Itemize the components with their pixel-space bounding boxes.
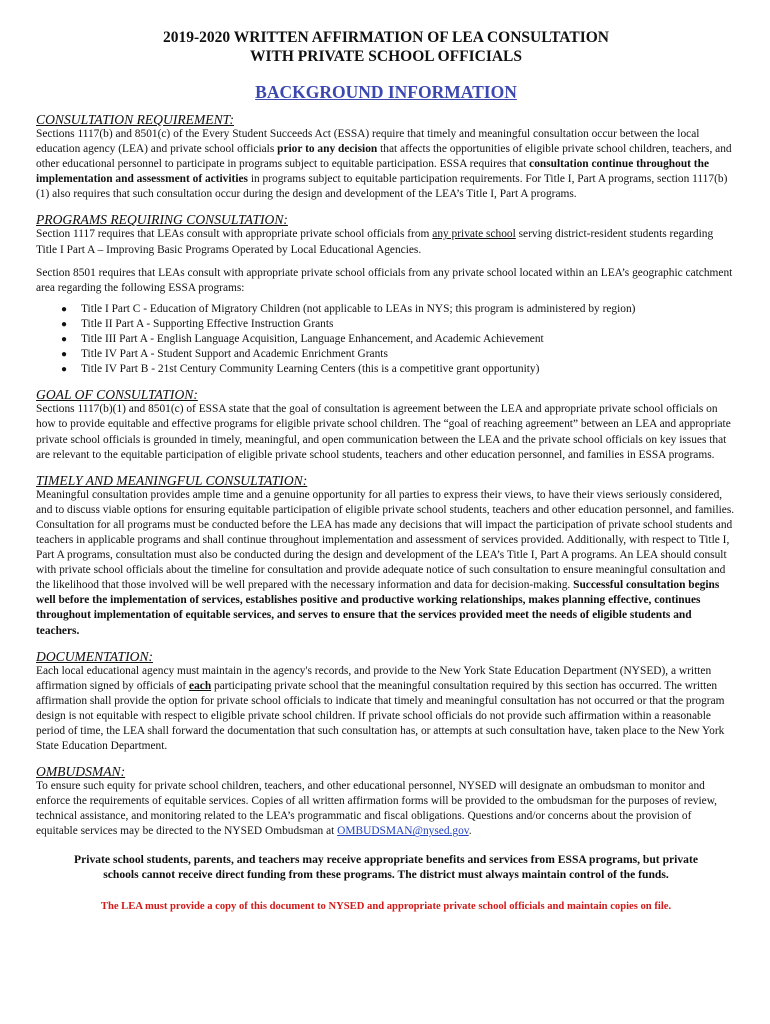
closing-line-1: Private school students, parents, and teachers may receive appropriate benefits and services from ESSA programs, but private [74,852,698,866]
bullet-icon: ● [61,303,68,315]
list-item: ● Title I Part C - Education of Migratory Children (not applicable to LEAs in NYS; this program is administered by region) [81,302,736,317]
documentation-heading: DOCUMENTATION: [36,648,154,664]
consultation-requirement-heading: CONSULTATION REQUIREMENT: [36,112,234,127]
closing-line-2: schools cannot receive direct funding from these programs. The district must always maintain control of the funds. [103,867,669,881]
goal-heading: GOAL OF CONSULTATION: [36,387,198,403]
ombudsman-text: To ensure such equity for private school children, teachers, and other educational personnel, NYSED will designate an ombudsman to monitor and enforce the requirements of equitable services. Copies of all written affirmation forms will be provided to the ombudsman for the purposes of review, technical assistance, and monitoring related to the LEA’s programmatic and fiscal obligations. Questions and/or concerns about the provision of equitable services may be directed to the NYSED Ombudsman at OMBUDSMAN@nysed.gov. [36,780,718,838]
list-item: ● Title IV Part B - 21st Century Community Learning Centers (this is a competitive grant opportunity) [81,362,736,377]
programs-paragraph-1: Section 1117 requires that LEAs consult with appropriate private school officials from any private school serving district-resident students regarding Title I Part A – Improving Basic Programs Operated by Local Educational Agencies. [36,228,714,256]
title-line-1: 2019-2020 WRITTEN AFFIRMATION OF LEA CONSULTATION [163,29,609,46]
title-line-2: WITH PRIVATE SCHOOL OFFICIALS [249,48,523,65]
ombudsman-email-link[interactable]: OMBUDSMAN@nysed.gov [337,825,469,838]
programs-heading: PROGRAMS REQUIRING CONSULTATION: [36,212,288,228]
closing-statement [36,852,736,882]
list-item: ● Title III Part A - English Language Acquisition, Language Enhancement, and Academic Achievement [81,332,736,347]
bullet-icon: ● [61,349,68,361]
list-item: ● Title II Part A - Supporting Effective Instruction Grants [81,317,736,332]
bullet-icon: ● [61,334,68,346]
programs-list [36,302,736,377]
timely-heading: TIMELY AND MEANINGFUL CONSULTATION: [36,472,308,488]
document-title [36,28,736,66]
bullet-icon: ● [61,364,68,376]
list-item: ● Title IV Part A - Student Support and Academic Enrichment Grants [81,347,736,362]
programs-paragraph-2: Section 8501 requires that LEAs consult with appropriate private school officials from any private school located within an LEA’s geographic catchment area regarding the following ESSA programs: [36,266,733,294]
document-page [36,28,736,912]
timely-text: Meaningful consultation provides ample time and a genuine opportunity for all parties to express their views, to have their views seriously considered, and to discuss viable options for ensuring equitable participation of eligible private school students, teachers and other education personnel, and families. Consultation for all programs must be conducted before the LEA has made any decisions that will impact the participation of private school students and teachers in applicable programs and shall continue throughout implementation and assessment of services provided. Additionally, with respect to Title I, Part A programs, consultation must also be conducted during the design and development of the LEA’s Title I, Part A programs. An LEA should consult with private school officials about the timeline for consultation and provide adequate notice of such consultation to ensure meaningful consultation and the likelihood that those involved will be well prepared with the necessary information and data for decision-making. Successful consultation begins well before the implementation of services, establishes positive and productive working relationships, makes planning effective, continues throughout implementation of equitable services, and serves to ensure that the services provided meet the needs of eligible students and teachers. [36,488,735,637]
consultation-requirement-text: Sections 1117(b) and 8501(c) of the Every Student Succeeds Act (ESSA) require that timely and meaningful consultation occur between the local education agency (LEA) and private school officials prior to any decision that affects the opportunities of eligible private school children, teachers, and other educational personnel to participate in programs subject to equitable participation. ESSA requires that consultation continue throughout the implementation and assessment of activities in programs subject to equitable participation requirements. For Title I, Part A programs, section 1117(b)(1) also requires that such consultation occur during the design and development of the LEA’s Title I, Part A programs. [36,128,732,201]
goal-text: Sections 1117(b)(1) and 8501(c) of ESSA state that the goal of consultation is agreement between the LEA and appropriate private school officials on how to provide equitable and effective programs for eligible private school children. The “goal of reaching agreement” between an LEA and appropriate private school officials is grounded in timely, meaningful, and open communication between the LEA and the private school officials on key issues that are relevant to the equitable participation of eligible private school students, teachers and other education personnel, and families in ESSA programs. [36,403,731,461]
documentation-text: Each local educational agency must maintain in the agency's records, and provide to the New York State Education Department (NYSED), a written affirmation signed by officials of each participating private school that the meaningful consultation required by this section has occurred. The written affirmation shall provide the option for private school officials to indicate that timely and meaningful consultation has not occurred or that the program design is not equitable with respect to eligible private school children. If private school officials do not provide such affirmation within a reasonable period of time, the LEA shall forward the documentation that such consultation has, or attempts at such consultation have, taken place to the New York State Education Department. [36,664,725,753]
footer-note: The LEA must provide a copy of this document to NYSED and appropriate private school officials and maintain copies on file. [100,900,672,912]
bullet-icon: ● [61,318,68,330]
ombudsman-heading: OMBUDSMAN: [36,764,126,780]
background-heading: BACKGROUND INFORMATION [255,82,517,102]
